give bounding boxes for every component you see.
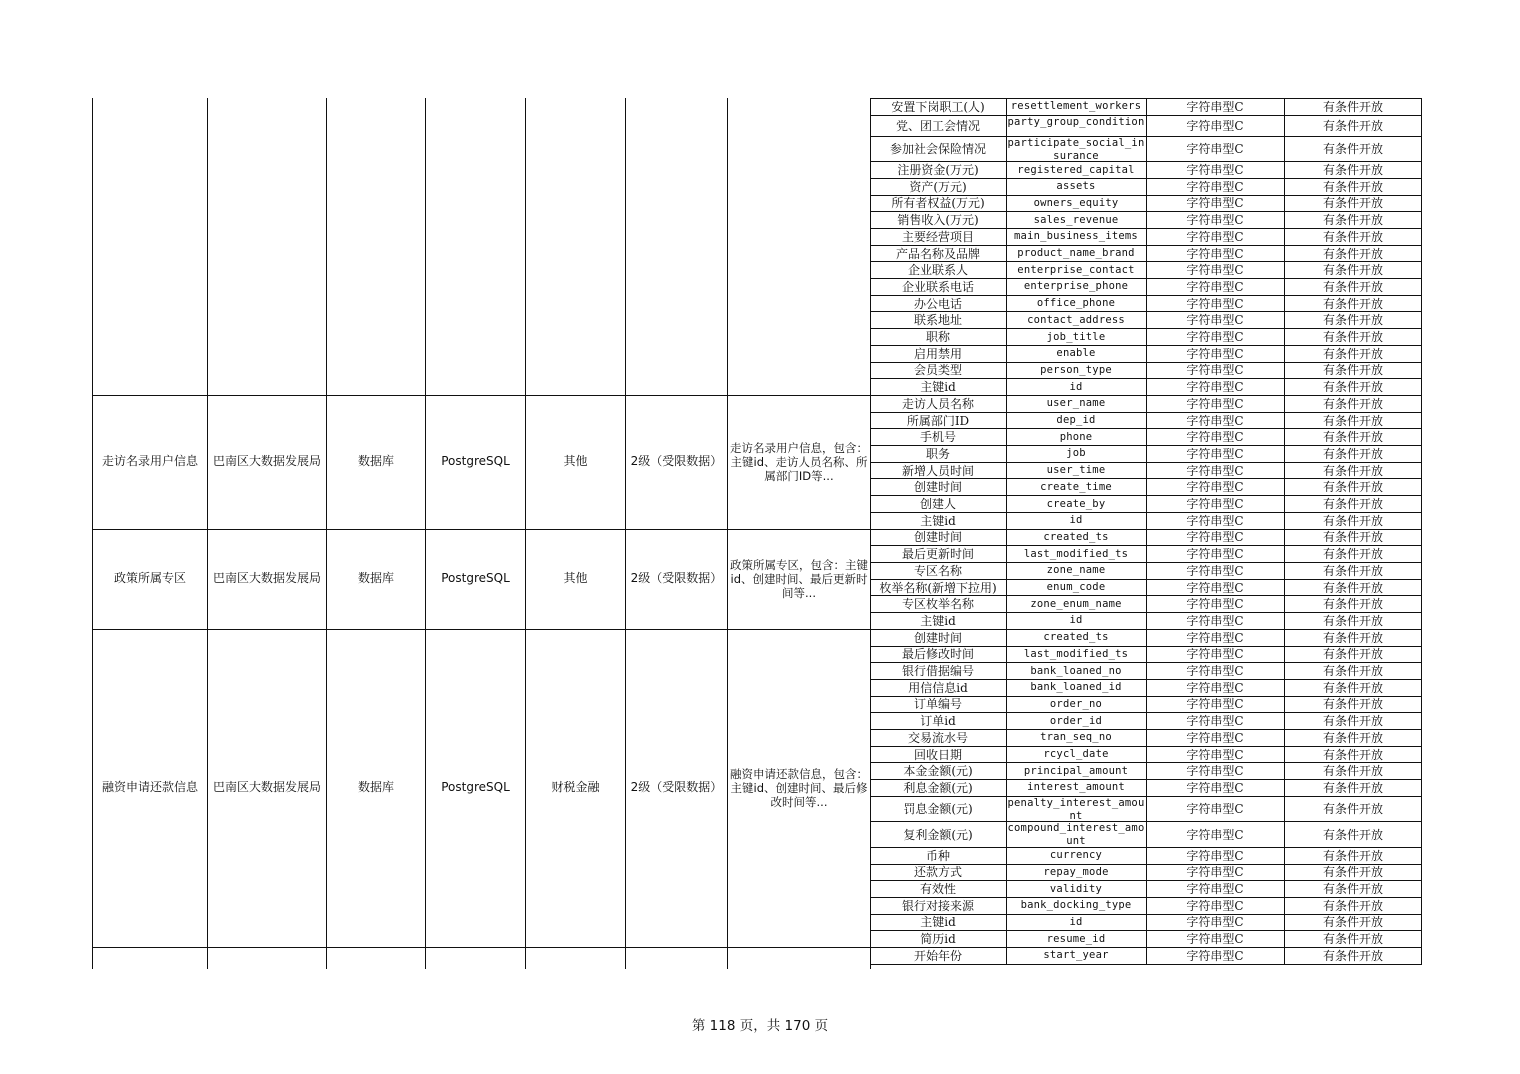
- field-chinese-name: 安置下岗职工(人): [891, 99, 985, 114]
- field-english-name: owners_equity: [1033, 196, 1119, 209]
- field-type: 字符串型C: [1186, 697, 1244, 712]
- security-level: 2级（受限数据）: [630, 454, 723, 469]
- field-open-attribute: 有条件开放: [1322, 497, 1383, 512]
- resource-kind: 数据库: [357, 780, 394, 795]
- field-chinese-name: 手机号: [919, 430, 956, 445]
- database-type: PostgreSQL: [441, 571, 510, 586]
- field-open-attribute: 有条件开放: [1322, 313, 1383, 328]
- field-english-name: job_title: [1046, 330, 1106, 343]
- field-type: 字符串型C: [1186, 246, 1244, 261]
- database-type: PostgreSQL: [441, 780, 510, 795]
- field-type: 字符串型C: [1186, 882, 1244, 897]
- field-chinese-name: 简历id: [920, 932, 956, 947]
- field-open-attribute: 有条件开放: [1322, 747, 1383, 762]
- field-english-name: created_ts: [1043, 530, 1109, 543]
- field-english-name: bank_loaned_no: [1030, 664, 1122, 677]
- field-open-attribute: 有条件开放: [1322, 948, 1383, 963]
- field-chinese-name: 企业联系人: [907, 263, 968, 278]
- field-open-attribute: 有条件开放: [1322, 480, 1383, 495]
- field-type: 字符串型C: [1186, 446, 1244, 461]
- field-open-attribute: 有条件开放: [1322, 179, 1383, 194]
- field-chinese-name: 新增人员时间: [901, 463, 974, 478]
- field-english-name: job: [1066, 447, 1086, 460]
- field-type: 字符串型C: [1186, 513, 1244, 528]
- field-chinese-name: 开始年份: [913, 948, 962, 963]
- field-chinese-name: 最后修改时间: [901, 647, 974, 662]
- field-chinese-name: 订单编号: [913, 697, 962, 712]
- field-type: 字符串型C: [1186, 664, 1244, 679]
- field-open-attribute: 有条件开放: [1322, 898, 1383, 913]
- field-type: 字符串型C: [1186, 680, 1244, 695]
- field-chinese-name: 利息金额(元): [903, 780, 973, 795]
- field-open-attribute: 有条件开放: [1322, 580, 1383, 595]
- field-english-name: user_time: [1046, 464, 1106, 477]
- field-english-name: enum_code: [1046, 581, 1106, 594]
- field-type: 字符串型C: [1186, 330, 1244, 345]
- field-type: 字符串型C: [1186, 213, 1244, 228]
- resource-kind: 数据库: [357, 454, 394, 469]
- field-type: 字符串型C: [1186, 497, 1244, 512]
- table-rule: [1146, 98, 1147, 965]
- field-chinese-name: 有效性: [919, 882, 956, 897]
- field-type: 字符串型C: [1186, 430, 1244, 445]
- field-type: 字符串型C: [1186, 480, 1244, 495]
- field-english-name: created_ts: [1043, 631, 1109, 644]
- field-english-name: rcycl_date: [1043, 748, 1109, 761]
- field-open-attribute: 有条件开放: [1322, 363, 1383, 378]
- field-open-attribute: 有条件开放: [1322, 597, 1383, 612]
- field-english-name: create_time: [1040, 480, 1112, 493]
- field-chinese-name: 创建人: [919, 497, 956, 512]
- field-type: 字符串型C: [1186, 613, 1244, 628]
- resource-kind: 数据库: [357, 571, 394, 586]
- table-rule: [1421, 98, 1422, 965]
- field-open-attribute: 有条件开放: [1322, 730, 1383, 745]
- field-chinese-name: 创建时间: [913, 480, 962, 495]
- security-level: 2级（受限数据）: [630, 780, 723, 795]
- table-rule: [92, 947, 870, 948]
- field-english-name: dep_id: [1056, 414, 1096, 427]
- field-open-attribute: 有条件开放: [1322, 229, 1383, 244]
- field-english-name: enterprise_contact: [1017, 263, 1135, 276]
- field-chinese-name: 创建时间: [913, 530, 962, 545]
- field-chinese-name: 企业联系电话: [901, 279, 974, 294]
- field-chinese-name: 会员类型: [913, 363, 962, 378]
- field-type: 字符串型C: [1186, 346, 1244, 361]
- field-chinese-name: 专区名称: [913, 563, 962, 578]
- field-chinese-name: 职称: [925, 330, 950, 345]
- field-english-name: contact_address: [1027, 313, 1125, 326]
- field-english-name: order_id: [1049, 714, 1103, 727]
- field-open-attribute: 有条件开放: [1322, 99, 1383, 114]
- field-open-attribute: 有条件开放: [1322, 647, 1383, 662]
- field-open-attribute: 有条件开放: [1322, 664, 1383, 679]
- field-open-attribute: 有条件开放: [1322, 932, 1383, 947]
- field-type: 字符串型C: [1186, 99, 1244, 114]
- field-english-name: principal_amount: [1023, 764, 1129, 777]
- field-type: 字符串型C: [1186, 363, 1244, 378]
- field-english-name: bank_docking_type: [1020, 899, 1132, 912]
- field-chinese-name: 走访人员名称: [901, 396, 974, 411]
- field-chinese-name: 交易流水号: [907, 730, 968, 745]
- field-english-name: sales_revenue: [1033, 213, 1119, 226]
- field-type: 字符串型C: [1186, 547, 1244, 562]
- field-type: 字符串型C: [1186, 118, 1244, 133]
- field-chinese-name: 注册资金(万元): [897, 163, 979, 178]
- field-open-attribute: 有条件开放: [1322, 547, 1383, 562]
- field-chinese-name: 所属部门ID: [906, 413, 970, 428]
- field-type: 字符串型C: [1186, 932, 1244, 947]
- field-english-name: id: [1069, 614, 1083, 627]
- resource-category: 其他: [563, 454, 588, 469]
- field-chinese-name: 罚息金额(元): [903, 802, 973, 817]
- field-english-name: participate_social_insurance: [1007, 136, 1145, 162]
- field-open-attribute: 有条件开放: [1322, 446, 1383, 461]
- resource-description: 走访名录用户信息，包含：主键id、走访人员名称、所属部门ID等...: [730, 440, 868, 483]
- security-level: 2级（受限数据）: [630, 571, 723, 586]
- field-open-attribute: 有条件开放: [1322, 141, 1383, 156]
- field-type: 字符串型C: [1186, 380, 1244, 395]
- field-open-attribute: 有条件开放: [1322, 697, 1383, 712]
- field-open-attribute: 有条件开放: [1322, 330, 1383, 345]
- field-english-name: start_year: [1043, 949, 1109, 962]
- database-type: PostgreSQL: [441, 454, 510, 469]
- field-chinese-name: 创建时间: [913, 630, 962, 645]
- field-type: 字符串型C: [1186, 764, 1244, 779]
- field-type: 字符串型C: [1186, 714, 1244, 729]
- field-type: 字符串型C: [1186, 580, 1244, 595]
- field-type: 字符串型C: [1186, 747, 1244, 762]
- field-chinese-name: 复利金额(元): [903, 827, 973, 842]
- field-type: 字符串型C: [1186, 296, 1244, 311]
- field-type: 字符串型C: [1186, 396, 1244, 411]
- field-open-attribute: 有条件开放: [1322, 865, 1383, 880]
- field-chinese-name: 办公电话: [913, 296, 962, 311]
- field-open-attribute: 有条件开放: [1322, 246, 1383, 261]
- field-open-attribute: 有条件开放: [1322, 530, 1383, 545]
- field-english-name: zone_enum_name: [1030, 597, 1122, 610]
- field-type: 字符串型C: [1186, 463, 1244, 478]
- field-chinese-name: 党、团工会情况: [895, 118, 980, 133]
- field-english-name: repay_mode: [1043, 865, 1109, 878]
- field-open-attribute: 有条件开放: [1322, 263, 1383, 278]
- field-chinese-name: 本金金额(元): [903, 764, 973, 779]
- field-english-name: office_phone: [1036, 297, 1116, 310]
- field-chinese-name: 主键id: [920, 380, 956, 395]
- field-english-name: user_name: [1046, 397, 1106, 410]
- field-chinese-name: 启用禁用: [913, 346, 962, 361]
- field-open-attribute: 有条件开放: [1322, 915, 1383, 930]
- field-chinese-name: 销售收入(万元): [897, 213, 979, 228]
- field-type: 字符串型C: [1186, 163, 1244, 178]
- field-english-name: enable: [1056, 347, 1096, 360]
- field-type: 字符串型C: [1186, 563, 1244, 578]
- field-open-attribute: 有条件开放: [1322, 430, 1383, 445]
- field-type: 字符串型C: [1186, 948, 1244, 963]
- field-english-name: main_business_items: [1014, 230, 1138, 243]
- field-english-name: currency: [1049, 849, 1103, 862]
- field-chinese-name: 主键id: [920, 613, 956, 628]
- field-english-name: zone_name: [1046, 564, 1106, 577]
- field-english-name: resume_id: [1046, 932, 1106, 945]
- field-open-attribute: 有条件开放: [1322, 714, 1383, 729]
- field-open-attribute: 有条件开放: [1322, 848, 1383, 863]
- field-chinese-name: 联系地址: [913, 313, 962, 328]
- field-english-name: registered_capital: [1017, 163, 1135, 176]
- field-type: 字符串型C: [1186, 141, 1244, 156]
- field-english-name: penalty_interest_amount: [1007, 796, 1145, 822]
- page-footer: 第 118 页，共 170 页: [691, 1018, 829, 1034]
- field-chinese-name: 用信信息id: [908, 680, 968, 695]
- field-type: 字符串型C: [1186, 865, 1244, 880]
- field-type: 字符串型C: [1186, 313, 1244, 328]
- field-english-name: assets: [1056, 180, 1096, 193]
- field-open-attribute: 有条件开放: [1322, 463, 1383, 478]
- field-chinese-name: 主键id: [920, 915, 956, 930]
- field-type: 字符串型C: [1186, 915, 1244, 930]
- field-open-attribute: 有条件开放: [1322, 563, 1383, 578]
- field-chinese-name: 银行对接来源: [901, 898, 974, 913]
- field-chinese-name: 产品名称及品牌: [895, 246, 980, 261]
- field-open-attribute: 有条件开放: [1322, 513, 1383, 528]
- resource-name: 政策所属专区: [113, 571, 186, 586]
- field-chinese-name: 银行借据编号: [901, 664, 974, 679]
- field-type: 字符串型C: [1186, 630, 1244, 645]
- field-chinese-name: 还款方式: [913, 865, 962, 880]
- field-open-attribute: 有条件开放: [1322, 279, 1383, 294]
- field-open-attribute: 有条件开放: [1322, 118, 1383, 133]
- field-chinese-name: 职务: [925, 446, 950, 461]
- field-english-name: interest_amount: [1027, 781, 1125, 794]
- field-english-name: tran_seq_no: [1040, 731, 1112, 744]
- resource-name: 走访名录用户信息: [101, 454, 198, 469]
- resource-description: 政策所属专区，包含：主键id、创建时间、最后更新时间等...: [730, 557, 868, 600]
- field-open-attribute: 有条件开放: [1322, 346, 1383, 361]
- field-chinese-name: 主要经营项目: [901, 229, 974, 244]
- field-type: 字符串型C: [1186, 229, 1244, 244]
- field-type: 字符串型C: [1186, 647, 1244, 662]
- field-open-attribute: 有条件开放: [1322, 802, 1383, 817]
- table-rule: [1284, 98, 1285, 965]
- field-open-attribute: 有条件开放: [1322, 396, 1383, 411]
- field-chinese-name: 订单id: [920, 714, 956, 729]
- field-open-attribute: 有条件开放: [1322, 882, 1383, 897]
- field-english-name: order_no: [1049, 697, 1103, 710]
- provider-unit: 巴南区大数据发展局: [212, 780, 321, 795]
- field-chinese-name: 专区枚举名称: [901, 597, 974, 612]
- field-english-name: id: [1069, 514, 1083, 527]
- field-open-attribute: 有条件开放: [1322, 413, 1383, 428]
- resource-name: 融资申请还款信息: [101, 780, 198, 795]
- field-chinese-name: 参加社会保险情况: [889, 141, 986, 156]
- field-english-name: last_modified_ts: [1023, 547, 1129, 560]
- field-english-name: phone: [1059, 430, 1093, 443]
- field-english-name: bank_loaned_id: [1030, 681, 1122, 694]
- field-chinese-name: 最后更新时间: [901, 547, 974, 562]
- field-open-attribute: 有条件开放: [1322, 163, 1383, 178]
- resource-description: 融资申请还款信息，包含：主键id、创建时间、最后修改时间等...: [730, 766, 868, 809]
- field-type: 字符串型C: [1186, 279, 1244, 294]
- field-type: 字符串型C: [1186, 898, 1244, 913]
- field-chinese-name: 主键id: [920, 513, 956, 528]
- field-english-name: validity: [1049, 882, 1103, 895]
- provider-unit: 巴南区大数据发展局: [212, 454, 321, 469]
- field-type: 字符串型C: [1186, 530, 1244, 545]
- field-english-name: resettlement_workers: [1010, 100, 1142, 113]
- field-english-name: product_name_brand: [1017, 247, 1135, 260]
- field-chinese-name: 所有者权益(万元): [891, 196, 985, 211]
- field-open-attribute: 有条件开放: [1322, 196, 1383, 211]
- field-english-name: create_by: [1046, 497, 1106, 510]
- table-rule: [1006, 98, 1007, 965]
- field-english-name: party_group_condition: [1007, 115, 1145, 128]
- field-chinese-name: 币种: [925, 848, 950, 863]
- field-open-attribute: 有条件开放: [1322, 213, 1383, 228]
- field-type: 字符串型C: [1186, 827, 1244, 842]
- field-chinese-name: 资产(万元): [909, 179, 967, 194]
- field-english-name: person_type: [1040, 363, 1112, 376]
- field-type: 字符串型C: [1186, 179, 1244, 194]
- field-english-name: compound_interest_amount: [1007, 822, 1145, 847]
- field-open-attribute: 有条件开放: [1322, 780, 1383, 795]
- field-type: 字符串型C: [1186, 780, 1244, 795]
- field-chinese-name: 枚举名称(新增下拉用): [879, 580, 997, 595]
- field-chinese-name: 回收日期: [913, 747, 962, 762]
- table-rule: [870, 98, 871, 969]
- field-english-name: enterprise_phone: [1023, 280, 1129, 293]
- provider-unit: 巴南区大数据发展局: [212, 571, 321, 586]
- field-type: 字符串型C: [1186, 848, 1244, 863]
- field-type: 字符串型C: [1186, 263, 1244, 278]
- field-type: 字符串型C: [1186, 196, 1244, 211]
- field-open-attribute: 有条件开放: [1322, 380, 1383, 395]
- field-english-name: last_modified_ts: [1023, 647, 1129, 660]
- field-english-name: id: [1069, 915, 1083, 928]
- field-open-attribute: 有条件开放: [1322, 827, 1383, 842]
- field-type: 字符串型C: [1186, 730, 1244, 745]
- field-open-attribute: 有条件开放: [1322, 613, 1383, 628]
- field-type: 字符串型C: [1186, 413, 1244, 428]
- field-type: 字符串型C: [1186, 597, 1244, 612]
- resource-category: 其他: [563, 571, 588, 586]
- resource-category: 财税金融: [551, 780, 600, 795]
- field-type: 字符串型C: [1186, 802, 1244, 817]
- field-open-attribute: 有条件开放: [1322, 764, 1383, 779]
- field-open-attribute: 有条件开放: [1322, 296, 1383, 311]
- field-english-name: id: [1069, 380, 1083, 393]
- field-open-attribute: 有条件开放: [1322, 630, 1383, 645]
- field-open-attribute: 有条件开放: [1322, 680, 1383, 695]
